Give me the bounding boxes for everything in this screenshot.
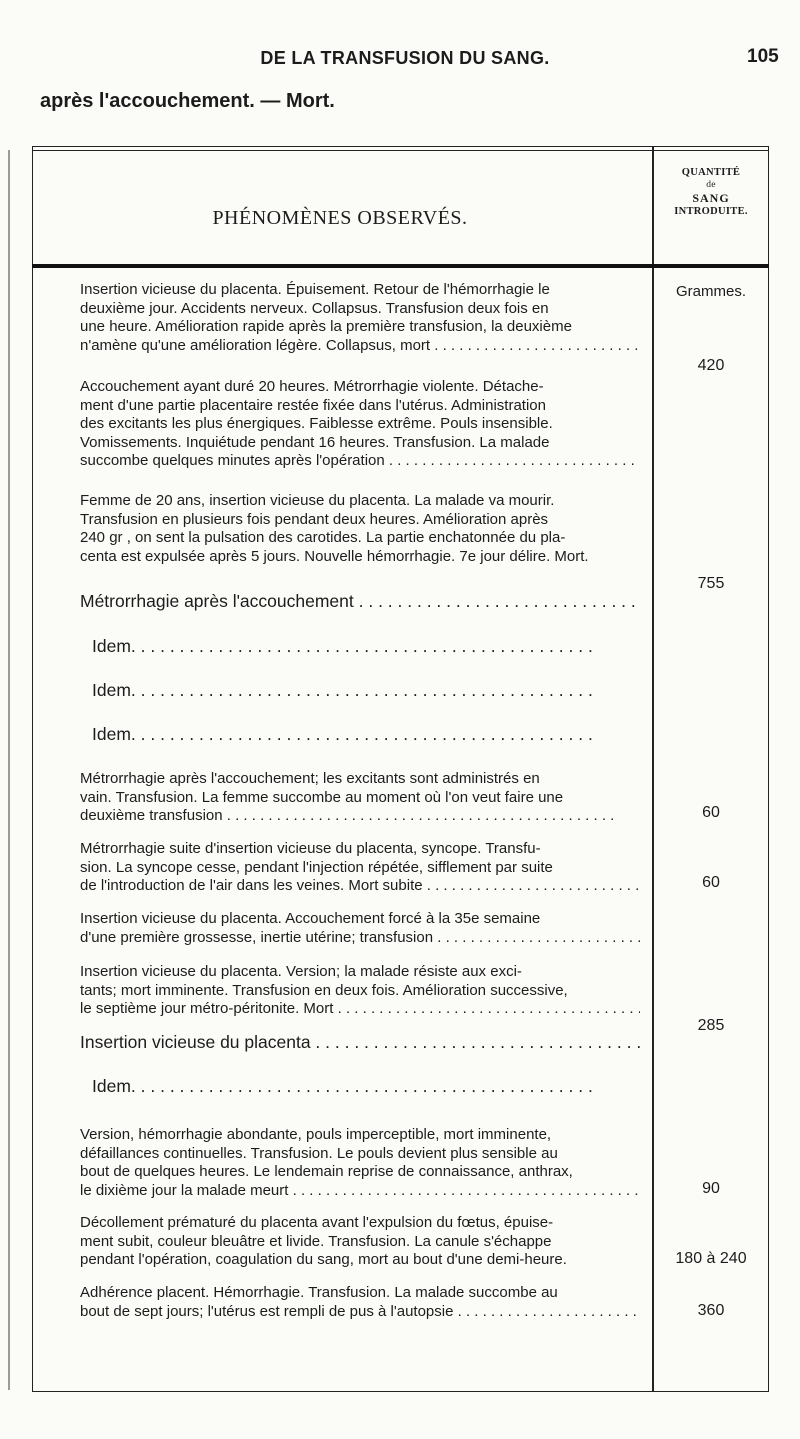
row-text-line: n'amène qu'une amélioration légère. Collapsus, mort . . . xyxy=(80,337,640,356)
row-text-line: 240 gr , on sent la pulsation des carotides. La partie enchatonnée du pla- xyxy=(80,529,566,547)
row-text-line: des excitants les plus énergiques. Faiblesse extrême. Pouls insensible. xyxy=(80,415,553,433)
header-phenomena: PHÉNOMÈNES OBSERVÉS. xyxy=(212,207,468,229)
row-text-line: Vomissements. Inquiétude pendant 16 heures. Transfusion. La malade xyxy=(80,433,550,451)
table-row xyxy=(92,1076,640,1097)
row-text-line: Idem. . . . xyxy=(92,636,640,657)
row-quantity: 285 xyxy=(697,1017,725,1034)
row-text-line: Métrorrhagie après l'accouchement . . . xyxy=(80,591,640,612)
table-row xyxy=(92,724,640,745)
section-title: après l'accouchement. — Mort. xyxy=(40,90,335,112)
row-text-line: centa est expulsée après 5 jours. Nouvelle hémorrhagie. 7e jour délire. Mort. xyxy=(80,547,589,565)
table-row xyxy=(80,591,640,612)
row-text-line: succombe quelques minutes après l'opération . . . xyxy=(80,452,640,471)
row-text-line: le septième jour métro-péritonite. Mort . . . xyxy=(80,1000,640,1019)
row-quantity: 420 xyxy=(697,357,725,374)
header-quantity-line: INTRODUITE. xyxy=(674,206,748,217)
row-text-line: vain. Transfusion. La femme succombe au moment où l'on veut faire une xyxy=(80,788,564,806)
table-row xyxy=(80,770,640,826)
table-row xyxy=(80,281,640,355)
table-row xyxy=(80,963,640,1019)
table-row xyxy=(80,1126,640,1200)
page-binding-rule xyxy=(8,150,10,1390)
row-text-line: Idem. . . . xyxy=(92,680,640,701)
row-text-line: Insertion vicieuse du placenta. Épuisement. Retour de l'hémorrhagie le xyxy=(80,281,550,298)
row-text-line: deuxième transfusion . . . xyxy=(80,807,640,826)
row-text-line: Insertion vicieuse du placenta. Version; la malade résiste aux exci- xyxy=(80,963,522,980)
table-row xyxy=(80,378,640,471)
unit-label: Grammes. xyxy=(675,283,746,300)
row-text-line: deuxième jour. Accidents nerveux. Collapsus. Transfusion deux fois en xyxy=(80,299,549,317)
table-row xyxy=(92,636,640,657)
table-row xyxy=(80,840,640,896)
row-quantity: 180 à 240 xyxy=(675,1250,747,1267)
row-quantity: 360 xyxy=(697,1302,725,1319)
row-text-line: d'une première grossesse, inertie utérine; transfusion . . . xyxy=(80,929,640,948)
row-text-line: ment d'une partie placentaire restée fixée dans l'utérus. Administration xyxy=(80,396,546,414)
row-text-line: tants; mort imminente. Transfusion en deux fois. Amélioration successive, xyxy=(80,981,568,999)
header-rule xyxy=(32,264,769,268)
row-text-line: Métrorrhagie suite d'insertion vicieuse du placenta, syncope. Transfu- xyxy=(80,840,541,857)
table-row xyxy=(80,492,640,566)
row-text-line: Décollement prématuré du placenta avant l'expulsion du fœtus, épuise- xyxy=(80,1214,554,1231)
row-quantity: 755 xyxy=(697,575,725,592)
row-text-line: le dixième jour la malade meurt . . . xyxy=(80,1182,640,1201)
row-text-line: Métrorrhagie après l'accouchement; les excitants sont administrés en xyxy=(80,770,540,787)
row-text-line: sion. La syncope cesse, pendant l'injection répétée, sifflement par suite xyxy=(80,858,553,876)
row-text-line: Accouchement ayant duré 20 heures. Métrorrhagie violente. Détache- xyxy=(80,378,544,395)
header-quantity-line: de xyxy=(706,180,716,190)
row-text-line: défaillances continuelles. Transfusion. Le pouls devient plus sensible au xyxy=(80,1144,558,1162)
table-row xyxy=(92,680,640,701)
header-quantity xyxy=(655,166,767,218)
table-row xyxy=(80,1284,640,1321)
row-quantity: 90 xyxy=(702,1180,720,1197)
row-text-line: de l'introduction de l'air dans les veines. Mort subite . . . xyxy=(80,877,640,896)
table-top-double-rule xyxy=(32,150,769,151)
page-number: 105 xyxy=(747,46,779,67)
row-text-line: Insertion vicieuse du placenta . . . xyxy=(80,1032,640,1053)
table-row xyxy=(80,910,640,947)
row-text-line: une heure. Amélioration rapide après la première transfusion, la deuxième xyxy=(80,318,572,336)
row-text-line: pendant l'opération, coagulation du sang, mort au bout d'une demi-heure. xyxy=(80,1251,567,1269)
row-text-line: bout de sept jours; l'utérus est rempli de pus à l'autopsie . . . xyxy=(80,1303,640,1322)
row-text-line: Version, hémorrhagie abondante, pouls imperceptible, mort imminente, xyxy=(80,1126,552,1143)
column-divider xyxy=(652,146,654,1392)
row-text-line: Adhérence placent. Hémorrhagie. Transfusion. La malade succombe au xyxy=(80,1284,558,1301)
header-quantity-line: SANG xyxy=(692,191,730,205)
table-row xyxy=(80,1032,640,1053)
row-quantity: 60 xyxy=(702,874,720,891)
row-text-line: Idem. . . . xyxy=(92,1076,640,1097)
row-text-line: Transfusion en plusieurs fois pendant deux heures. Amélioration après xyxy=(80,510,549,528)
row-text-line: bout de quelques heures. Le lendemain reprise de connaissance, anthrax, xyxy=(80,1163,573,1181)
row-text-line: Femme de 20 ans, insertion vicieuse du placenta. La malade va mourir. xyxy=(80,492,555,509)
row-text-line: Idem. . . . xyxy=(92,724,640,745)
row-text-line: ment subit, couleur bleuâtre et livide. Transfusion. La canule s'échappe xyxy=(80,1232,552,1250)
header-quantity-line: QUANTITÉ xyxy=(681,167,741,178)
row-text-line: Insertion vicieuse du placenta. Accouchement forcé à la 35e semaine xyxy=(80,910,541,927)
table-row xyxy=(80,1214,640,1270)
row-quantity: 60 xyxy=(702,804,720,821)
running-head: DE LA TRANSFUSION DU SANG. xyxy=(260,48,550,68)
